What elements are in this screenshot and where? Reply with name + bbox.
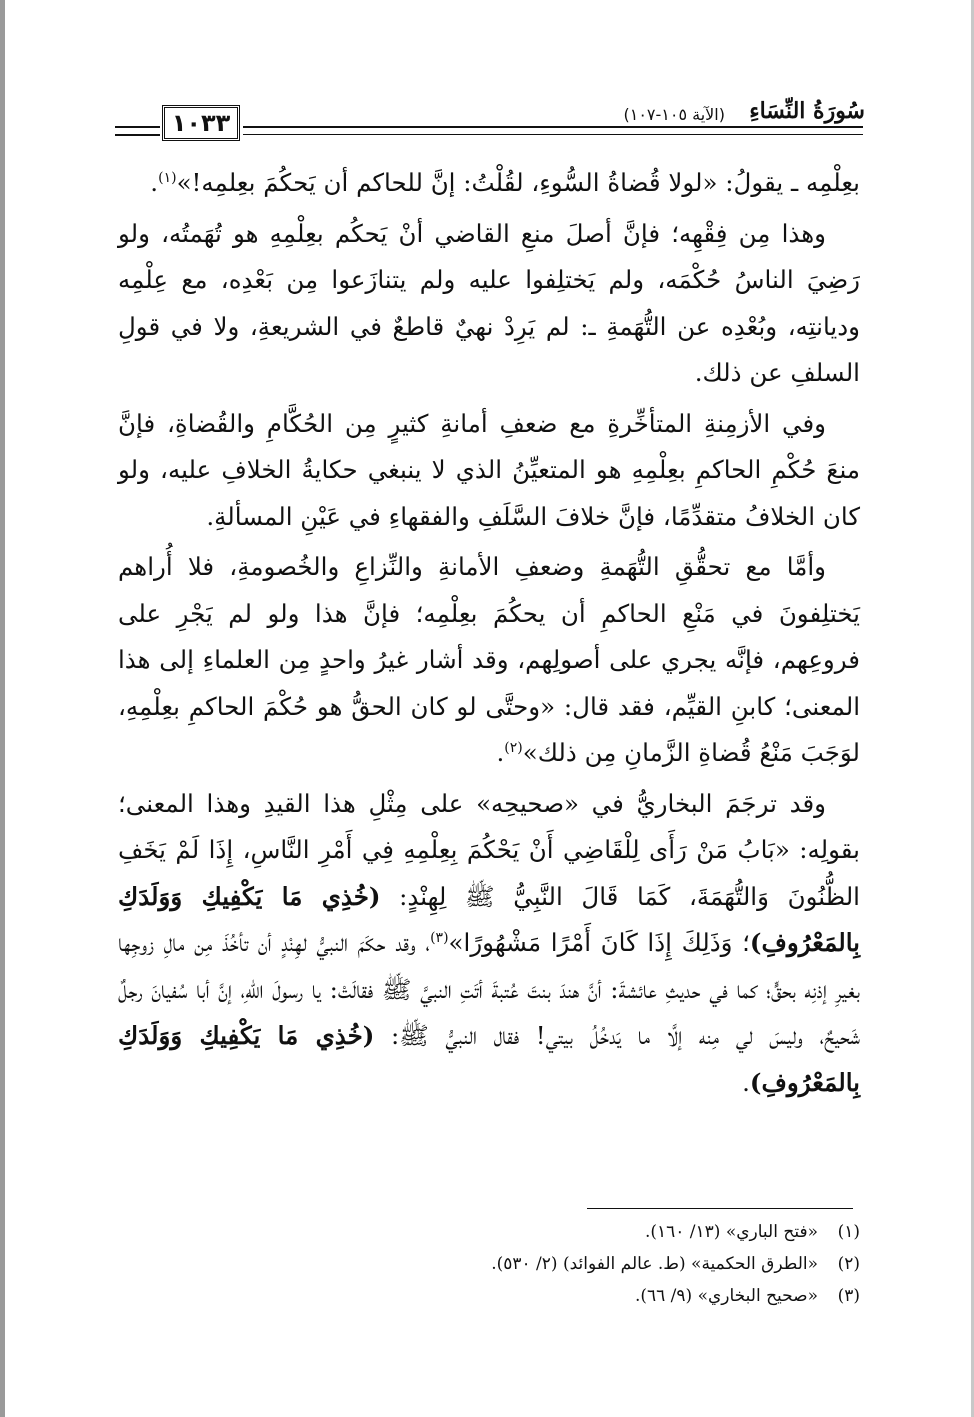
footnote-number: (١)	[837, 1222, 860, 1242]
text-run: وفي الأزمِنةِ المتأخِّرةِ مع ضعفِ أمانةِ كثيرٍ مِن الحُكَّامِ والقُضاةِ، فإنَّ منعَ حُكْمِ الحاكمِ بعِلْمِهِ هو المتعيِّنُ الذي لا ينبغي حكايةُ الخلافِ عليه، ولو كان الخلافُ متقدِّمًا، فإنَّ خلافَ السَّلَفِ والفقهاءِ في عَيْنِ المسألةِ.	[118, 408, 860, 531]
footnote-text: «فتح الباري» (١٣/ ١٦٠).	[644, 1222, 818, 1242]
main-text	[118, 160, 860, 1106]
paragraph	[118, 211, 860, 397]
footnote-number: (٣)	[837, 1286, 860, 1306]
text-run: .	[496, 738, 505, 767]
paragraph	[118, 781, 860, 1107]
paragraph	[118, 544, 860, 777]
surah-title: سُورَةُ النِّسَاءِ	[749, 98, 865, 124]
header-rule-right	[243, 126, 863, 135]
hadith-quote: (خُذِي مَا يَكْفِيكِ وَوَلَدَكِ بِالمَعْرُوفِ)	[118, 1021, 860, 1097]
footnote-item	[300, 1248, 860, 1280]
footnote-item	[300, 1216, 860, 1248]
text-run: ؛ وَذَلِكَ إِذَا كَانَ أَمْرًا مَشْهُورًا»	[448, 928, 750, 957]
footnote-text: «صحيح البخاري» (٩/ ٦٦).	[634, 1286, 818, 1306]
scan-edge	[0, 0, 5, 1417]
footnotes	[300, 1216, 860, 1312]
page-number: ١٠٣٣	[162, 105, 240, 141]
verse-range: (الآية ١٠٥-١٠٧)	[623, 105, 725, 124]
text-run: .	[742, 1067, 750, 1097]
footnote-ref: (١)	[158, 169, 177, 186]
text-run: .	[150, 168, 159, 197]
text-run: ، وقد حكَمَ النبيُّ لهِنْدٍ أن تأخُذَ مِن مالِ زوجِها بغيرِ إذنِه بحقٍّ؛ كما في حديثِ عائشةَ: أنَّ هندَ بنتَ عُتبةَ أتَتِ النبيَّ ﷺ فقالَتْ: يا رسولَ اللهِ، إنَّ أبا سُفيانَ رجلٌ شَحيحٌ، وليسَ لي مِنه إلَّا ما يَدخُلُ بيتي! فقال النبيُّ ﷺ:	[118, 928, 860, 1050]
text-run: وقد ترجَمَ البخاريُّ في «صحيحِه» على مِثْلِ هذا القيدِ وهذا المعنى؛ بقولِه: «بَابُ مَنْ رَأَى لِلْقَاضِي أَنْ يَحْكُمَ بِعِلْمِهِ فِي أَمْرِ النَّاسِ، إِذَا لَمْ يَخَفِ الظُّنُونَ وَالتُّهَمَةَ، كَمَا قَالَ النَّبِيُّ ﷺ لِهِنْدٍ:	[118, 788, 860, 911]
footnote-number: (٢)	[837, 1254, 860, 1274]
footnote-ref: (٣)	[430, 929, 449, 946]
text-run: وأمَّا مع تحقُّقِ التُّهَمةِ وضعفِ الأمانةِ والنِّزاعِ والخُصومةِ، فلا أُراهم يَختلِفونَ في مَنْعِ الحاكمِ أن يحكُمَ بعِلْمِه؛ فإنَّ هذا ولو لم يَجْرِ على فروعِهم، فإنَّه يجري على أصولِهم، وقد أشار غيرُ واحدٍ مِن العلماءِ إلى هذا المعنى؛ كابنِ القيِّم، فقد قال: «وحتَّى لو كان الحقُّ هو حُكْمَ الحاكمِ بعِلْمِهِ، لوَجَبَ مَنْعُ قُضاةِ الزَّمانِ مِن ذلك»	[118, 552, 860, 767]
paragraph	[118, 160, 860, 207]
hadith-quote: (خُذِي مَا يَكْفِيكِ وَوَلَدَكِ بِالمَعْرُوفِ)	[118, 881, 860, 957]
footnote-text: «الطرق الحكمية» (ط. عالم الفوائد) (٢/ ٥٣٠).	[491, 1254, 818, 1274]
text-run: وهذا مِن فِقْهِه؛ فإنَّ أصلَ منعِ القاضي أنْ يَحكُم بعِلْمِهِ هو تُهَمتُه، ولو رَضِيَ الناسُ حُكْمَه، ولم يَختلِفوا عليه ولم يتنازَعوا مِن بَعْدِه، مع عِلْمِه وديانتِه، وبُعْدِه عن التُّهَمةِ ـ: لم يَرِدْ نهيٌ قاطعٌ في الشريعةِ، ولا في قولِ السلفِ عن ذلك.	[118, 218, 860, 387]
text-run: بعِلْمِه ـ يقولُ: «لولا قُضاةُ السُّوءِ، لقُلْتُ: إنَّ للحاكم أن يَحكُمَ بعِلمِه!»	[176, 168, 860, 197]
header-rule-left	[115, 126, 160, 136]
paragraph	[118, 401, 860, 541]
footnote-ref: (٢)	[504, 739, 523, 756]
footnote-divider	[587, 1208, 853, 1209]
page-header	[115, 100, 865, 150]
footnote-item	[300, 1280, 860, 1312]
